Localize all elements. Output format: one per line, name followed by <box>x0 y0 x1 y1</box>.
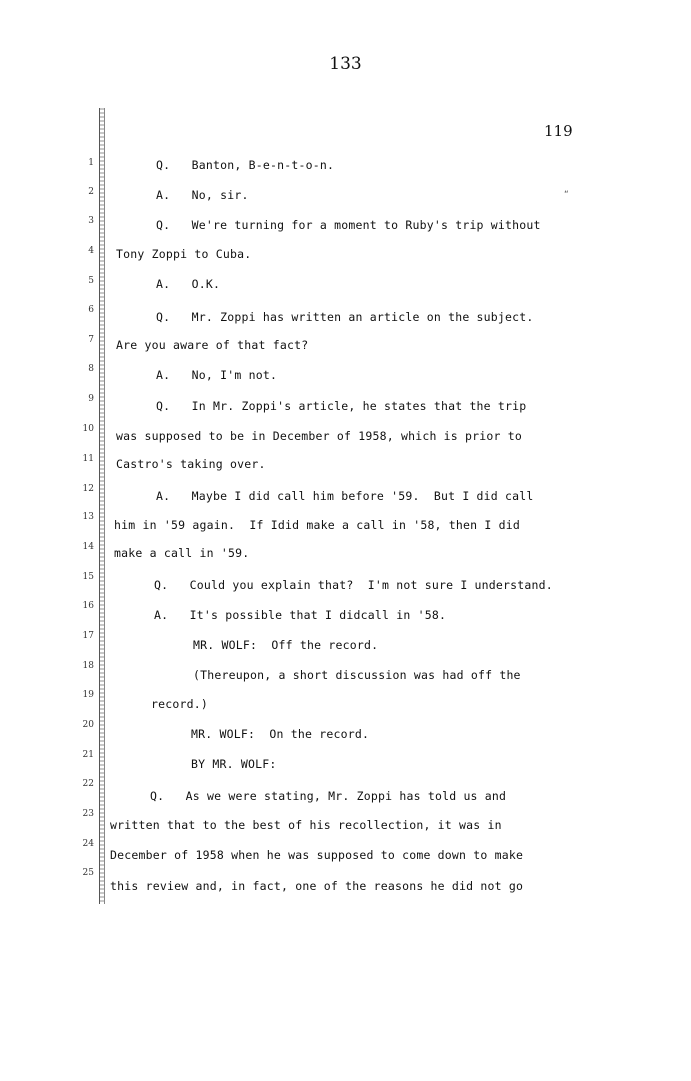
transcript-line: A. It's possible that I didcall in '58. <box>154 608 447 622</box>
line-number: 24 <box>82 839 94 849</box>
transcript-line: Q. We're turning for a moment to Ruby's trip without <box>156 218 541 232</box>
transcript-line: Q. In Mr. Zoppi's article, he states that the trip <box>156 399 527 413</box>
transcript-line: Castro's taking over. <box>116 457 266 471</box>
line-number: 1 <box>88 158 94 168</box>
transcript-line: MR. WOLF: On the record. <box>191 727 370 741</box>
transcript-line: A. O.K. <box>156 277 221 291</box>
line-number: 20 <box>82 720 94 730</box>
transcript-line: Q. Banton, B-e-n-t-o-n. <box>156 158 335 172</box>
transcript-line: A. No, sir. <box>156 188 249 202</box>
transcript-line: make a call in '59. <box>114 546 250 560</box>
transcript-line: BY MR. WOLF: <box>191 757 277 771</box>
line-number: 2 <box>88 187 94 197</box>
line-number: 14 <box>82 542 94 552</box>
line-number: 16 <box>82 601 94 611</box>
line-number: 19 <box>82 690 94 700</box>
transcript-line: record.) <box>151 697 208 711</box>
line-number: 13 <box>82 512 94 522</box>
line-number: 11 <box>82 454 94 464</box>
transcript-line: Q. Mr. Zoppi has written an article on the subject. <box>156 310 534 324</box>
transcript-line: MR. WOLF: Off the record. <box>193 638 379 652</box>
transcript-line: (Thereupon, a short discussion was had off the <box>193 668 521 682</box>
transcript-line: Are you aware of that fact? <box>116 338 309 352</box>
line-number: 8 <box>88 364 94 374</box>
line-number: 5 <box>88 276 94 286</box>
transcript-line: Q. As we were stating, Mr. Zoppi has told us and <box>150 789 507 803</box>
line-number: 9 <box>88 394 94 404</box>
transcript-line: was supposed to be in December of 1958, which is prior to <box>116 429 523 443</box>
transcript-line: Q. Could you explain that? I'm not sure I understand. <box>154 578 553 592</box>
line-number: 4 <box>88 246 94 256</box>
line-number: 10 <box>82 424 94 434</box>
line-number: 22 <box>82 779 94 789</box>
line-number: 7 <box>88 335 94 345</box>
line-number: 25 <box>82 868 94 878</box>
line-number: 15 <box>82 572 94 582</box>
transcript-line: written that to the best of his recollection, it was in <box>110 818 502 832</box>
transcript-line: A. Maybe I did call him before '59. But I did call <box>156 489 534 503</box>
line-number: 21 <box>82 750 94 760</box>
page-number: 133 <box>329 54 362 74</box>
transcript-line: him in '59 again. If Idid make a call in '58, then I did <box>114 518 521 532</box>
stray-mark: “ <box>564 190 569 200</box>
transcript-line: Tony Zoppi to Cuba. <box>116 247 252 261</box>
line-number: 12 <box>82 484 94 494</box>
line-number: 23 <box>82 809 94 819</box>
transcript-line: December of 1958 when he was supposed to come down to make <box>110 848 524 862</box>
line-number: 6 <box>88 305 94 315</box>
line-number: 3 <box>88 216 94 226</box>
line-number: 17 <box>82 631 94 641</box>
transcript-line: A. No, I'm not. <box>156 368 278 382</box>
line-number: 18 <box>82 661 94 671</box>
transcript-line: this review and, in fact, one of the reasons he did not go <box>110 879 524 893</box>
transcript-page-number: 119 <box>544 122 573 140</box>
margin-rule <box>99 108 105 904</box>
